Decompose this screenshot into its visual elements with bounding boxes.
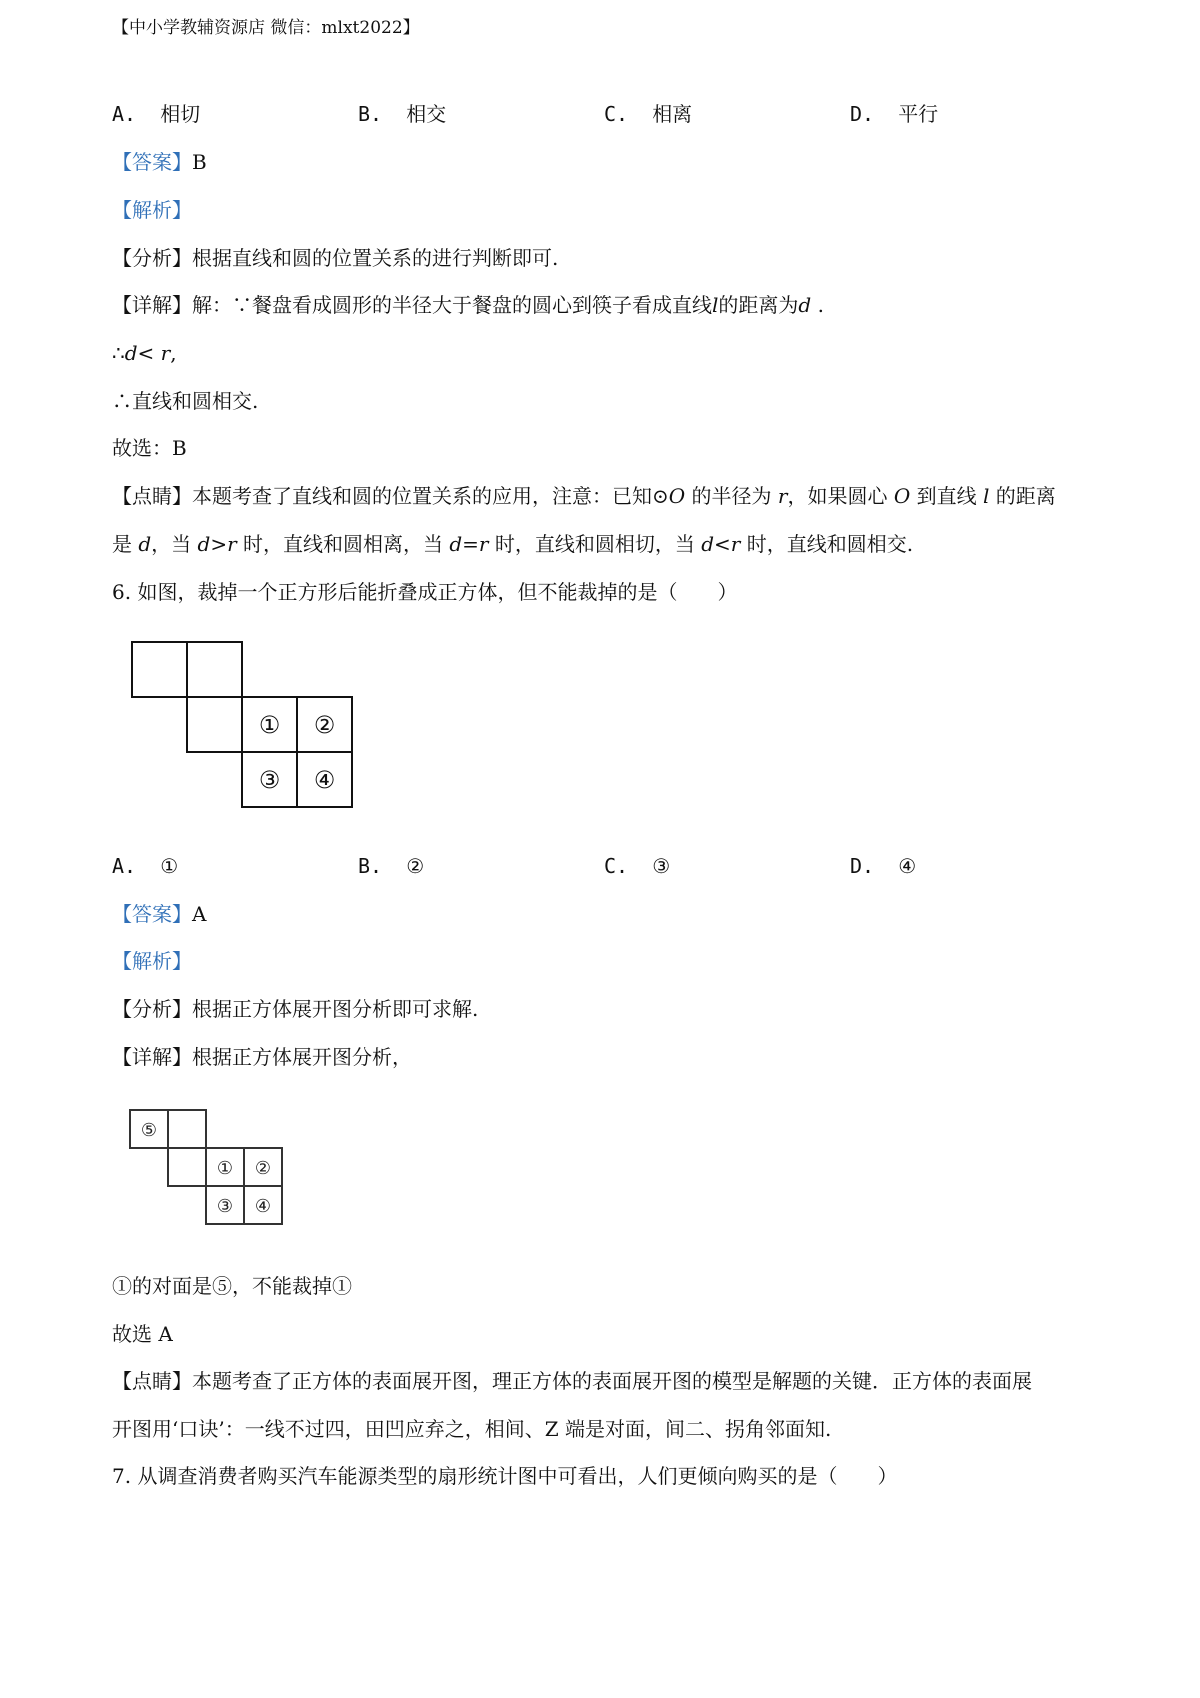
q6-question: 6. 如图，裁掉一个正方形后能折叠成正方体，但不能裁掉的是（ ） [112,580,738,604]
q6-fenxi: 【分析】根据正方体展开图分析即可求解. [112,997,479,1021]
page-header: 【中小学教辅资源店 微信：mlxt2022】 [112,18,420,38]
q5-fenxi: 【分析】根据直线和圆的位置关系的进行判断即可. [112,246,559,270]
q5-answer: 【答案】B [112,150,207,174]
q6-conclusion: ①的对面是⑤，不能裁掉① [112,1274,352,1298]
q5-option-d: D. 平行 [850,102,939,126]
q5-analysis-tag: 【解析】 [112,198,192,222]
net-square [187,697,242,752]
net-label-4: ④ [313,766,336,794]
q7-question: 7. 从调查消费者购买汽车能源类型的扇形统计图中可看出，人们更倾向购买的是（ ） [112,1464,898,1488]
q5-option-c: C. 相离 [604,102,693,126]
q6-option-d: D. ④ [850,854,917,878]
q6-xiangjie: 【详解】根据正方体展开图分析， [112,1045,412,1069]
q5-dianjing-line1: 【点睛】本题考查了直线和圆的位置关系的应用，注意：已知⊙O 的半径为 r，如果圆心 O 到直线 l 的距离 [112,484,1056,508]
net-label-1: ① [258,711,281,739]
net-label-3: ③ [258,766,281,794]
net-square [168,1148,206,1186]
q6-option-a: A. ① [112,854,179,878]
q5-option-a: A. 相切 [112,102,201,126]
q6-choose: 故选 A [112,1322,173,1346]
q6-analysis-tag: 【解析】 [112,949,192,973]
q5-dianjing-line2: 是 d，当 d>r 时，直线和圆相离，当 d=r 时，直线和圆相切，当 d<r 时，直线和圆相交. [112,532,914,556]
q6-solution-figure [128,1108,288,1238]
q6-cube-net-figure [130,640,360,820]
q5-choose: 故选：B [112,436,187,460]
net-label-2: ② [313,711,336,739]
net2-label-3: ③ [216,1196,234,1217]
q6-dianjing-line2: 开图用‘口诀’：一线不过四，田凹应弃之，相间、Z 端是对面，间二、拐角邻面知. [112,1417,832,1441]
net2-label-5: ⑤ [140,1120,158,1141]
q5-xiangjie: 【详解】解：∵餐盘看成圆形的半径大于餐盘的圆心到筷子看成直线l的距离为d . [112,293,824,317]
net-square [132,642,187,697]
net-square [187,642,242,697]
q6-dianjing-line1: 【点睛】本题考查了正方体的表面展开图，理正方体的表面展开图的模型是解题的关键．正方体的表面展 [112,1369,1032,1393]
net2-label-1: ① [216,1158,234,1179]
net2-label-4: ④ [254,1196,272,1217]
q5-step2: ∴直线和圆相交. [112,389,259,413]
q6-answer: 【答案】A [112,902,207,926]
q5-step1: ∴d< r, [112,341,177,365]
net2-label-2: ② [254,1158,272,1179]
q5-option-b: B. 相交 [358,102,447,126]
q6-option-b: B. ② [358,854,425,878]
q6-option-c: C. ③ [604,854,671,878]
net-square [168,1110,206,1148]
